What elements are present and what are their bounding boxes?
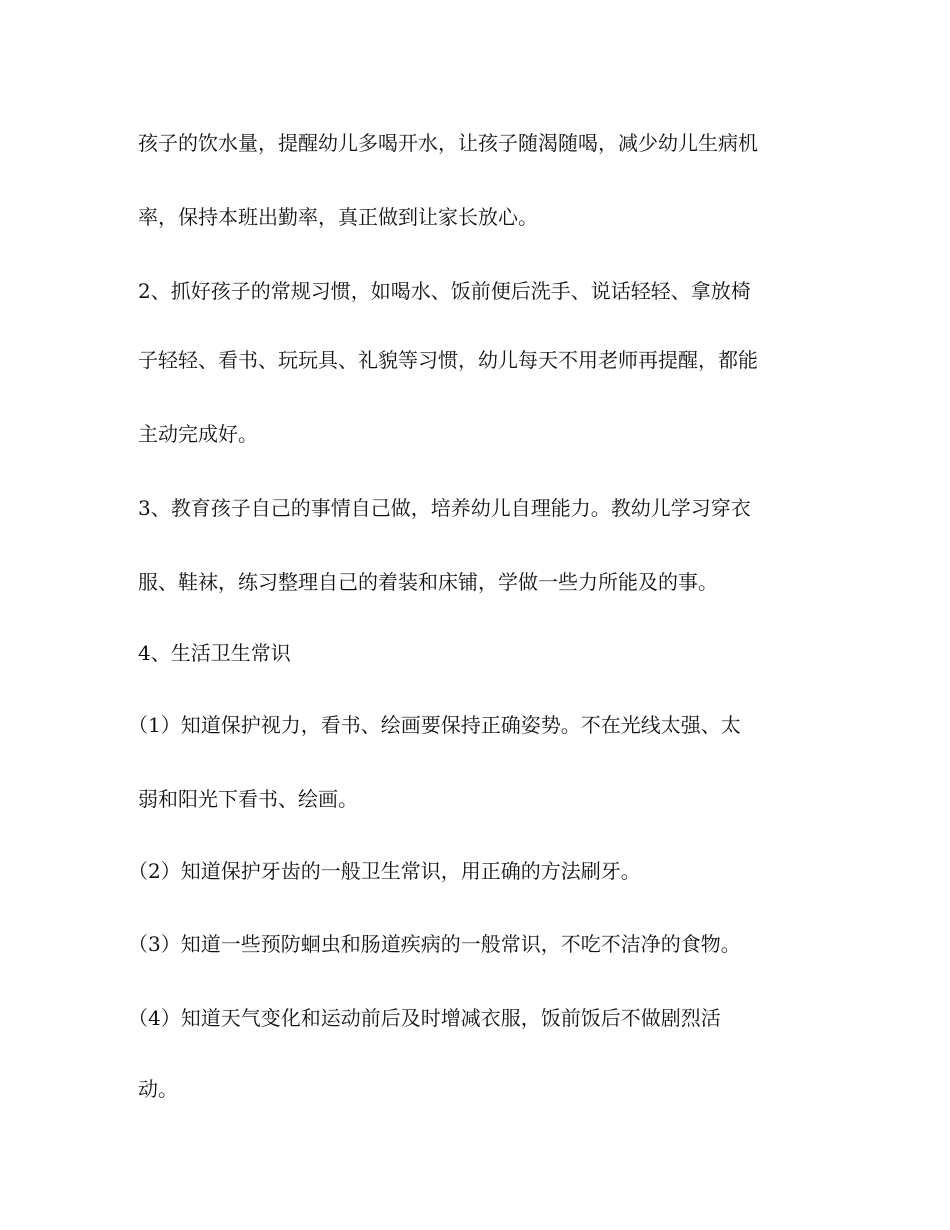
text-line: （4）知道天气变化和运动前后及时增减衣服，饭前饭后不做剧烈活 [128,1006,721,1030]
text-line: （1）知道保护视力，看书、绘画要保持正确姿势。不在光线太强、太 [128,713,741,737]
text-line: 率，保持本班出勤率，真正做到让家长放心。 [138,205,538,229]
text-line: 4、生活卫生常识 [138,641,291,665]
text-line: 孩子的饮水量，提醒幼儿多喝开水，让孩子随渴随喝，减少幼儿生病机 [138,131,758,155]
text-line: 弱和阳光下看书、绘画。 [138,787,358,811]
text-line: 主动完成好。 [138,422,258,446]
text-line: 服、鞋袜，练习整理自己的着装和床铺，学做一些力所能及的事。 [138,570,718,594]
text-line: 2、抓好孩子的常规习惯，如喝水、饭前便后洗手、说话轻轻、拿放椅 [138,279,751,303]
text-line: （2）知道保护牙齿的一般卫生常识，用正确的方法刷牙。 [128,859,641,883]
text-line: （3）知道一些预防蛔虫和肠道疾病的一般常识，不吃不洁净的食物。 [128,932,741,956]
text-line: 3、教育孩子自己的事情自己做，培养幼儿自理能力。教幼儿学习穿衣 [138,496,751,520]
text-line: 动。 [138,1077,178,1101]
text-line: 子轻轻、看书、玩玩具、礼貌等习惯，幼儿每天不用老师再提醒，都能 [138,348,758,372]
